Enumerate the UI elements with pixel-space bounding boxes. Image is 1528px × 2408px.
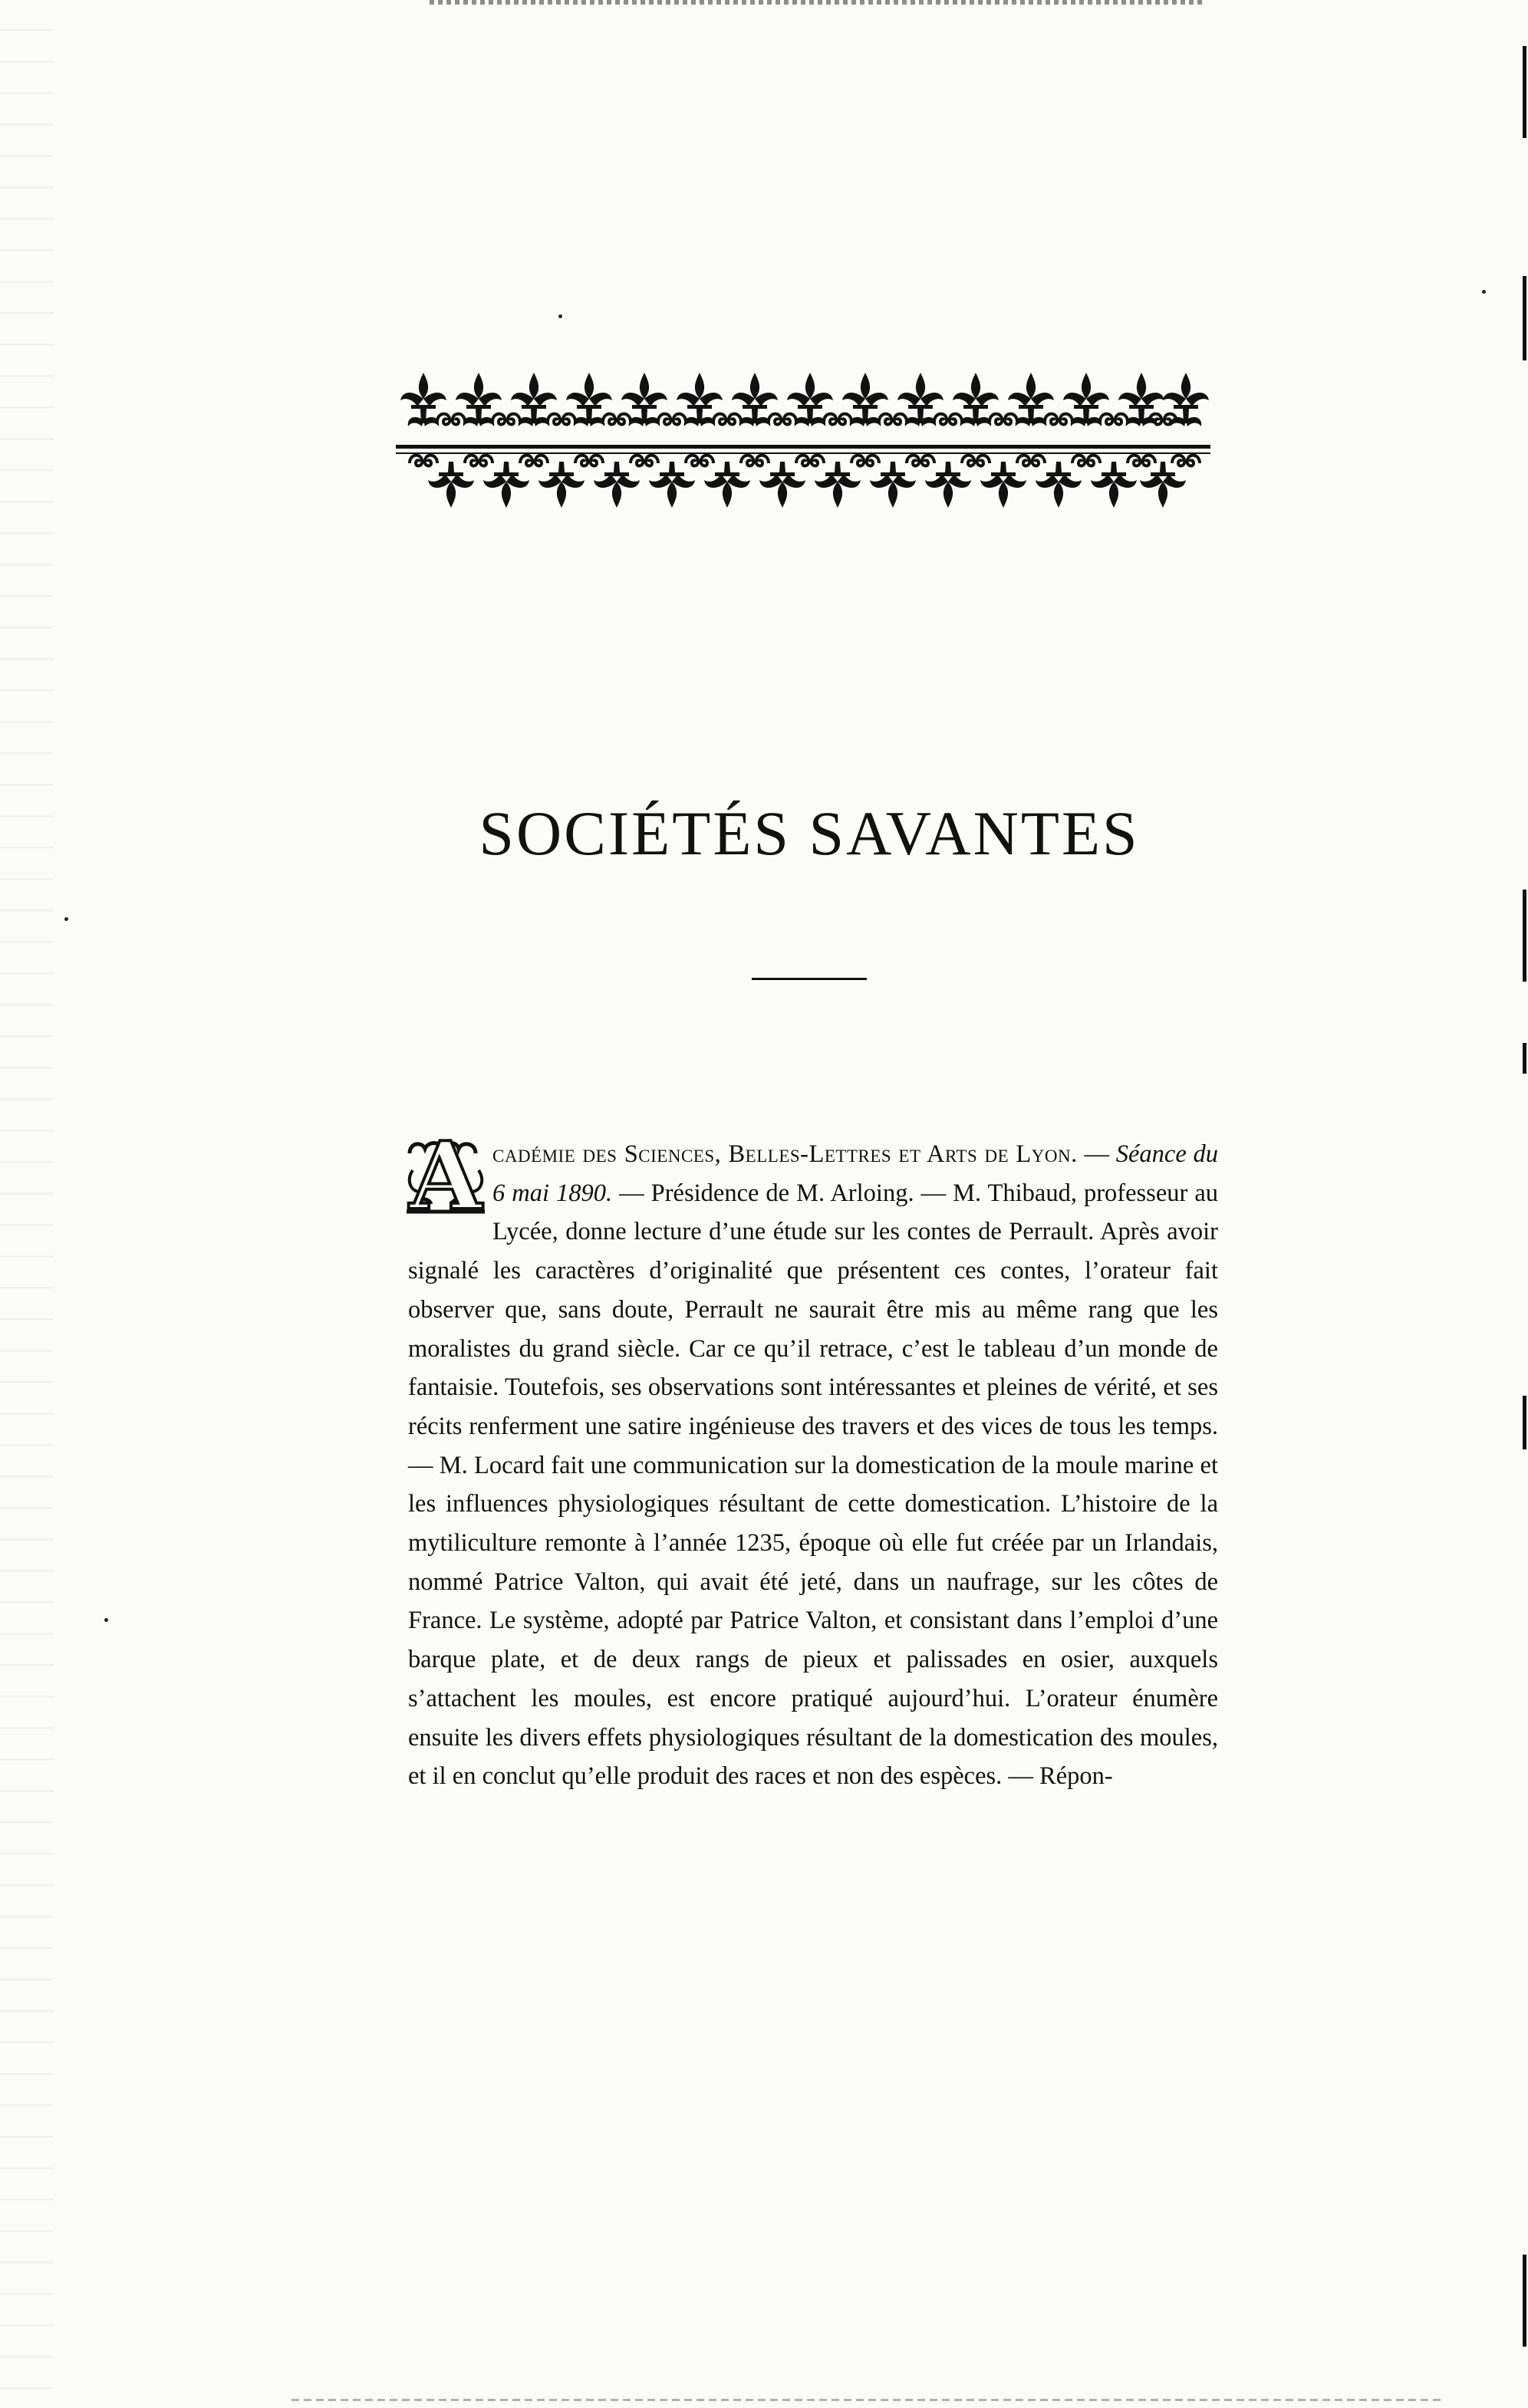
ink-speck <box>64 917 68 921</box>
article-text: — Présidence de M. Arloing. — M. Thibaud, professeur au Lycée, donne lecture d’une étude sur les contes de Perrault. Après avoir signalé les caractères d’originalité que présentent ces contes, l’orateur fait observer que, sans doute, Perrault ne saurait être mis au même rang que les moralistes du grand siècle. Car ce qu’il retrace, c’est le tableau d’un monde de fantaisie. Toutefois, ses observations sont intéressantes et pleines de vérité, et ses récits renferment une satire ingénieuse des travers et des vices de tous les temps. — M. Locard fait une communication sur la domestication de la moule marine et les influences physiologiques résultant de cette domestication. L’histoire de la mytiliculture remonte à l’année 1235, époque où elle fut créée par un Irlandais, nommé Patrice Valton, qui avait été jeté, dans un naufrage, sur les côtes de France. Le système, adopté par Patrice Valton, et consistant dans l’emploi d’une barque plate, et de deux rangs de pieux et palissades en osier, auxquels s’attachent les moules, est encore pratiqué aujourd’hui. L’orateur énumère ensuite les divers effets physiologiques résultant de la domestication des moules, et il en conclut qu’elle produit des races et non des espèces. — Répon- <box>408 1179 1218 1791</box>
session-date: Séance du 6 mai 1890. <box>492 1140 1218 1207</box>
page-left-edge <box>0 0 54 2408</box>
decorated-initial <box>405 1120 486 1231</box>
ink-speck <box>558 314 562 318</box>
article-paragraph <box>408 1135 1218 1796</box>
page-right-edge <box>1516 0 1528 2408</box>
society-name: cadémie des Sciences, Belles-Lettres et Arts de Lyon. <box>492 1140 1078 1168</box>
dropcap-letter: A <box>409 1120 482 1231</box>
ink-speck <box>104 1618 108 1622</box>
ink-speck <box>1482 290 1486 294</box>
article-body <box>408 1120 1218 1796</box>
dash: — <box>1077 1140 1116 1168</box>
ornamental-header-band <box>393 368 1214 529</box>
page-title: SOCIÉTÉS SAVANTES <box>479 798 1140 868</box>
title-rule <box>752 978 867 980</box>
page-bottom-edge <box>291 2399 1442 2401</box>
page-top-edge <box>430 0 1204 5</box>
